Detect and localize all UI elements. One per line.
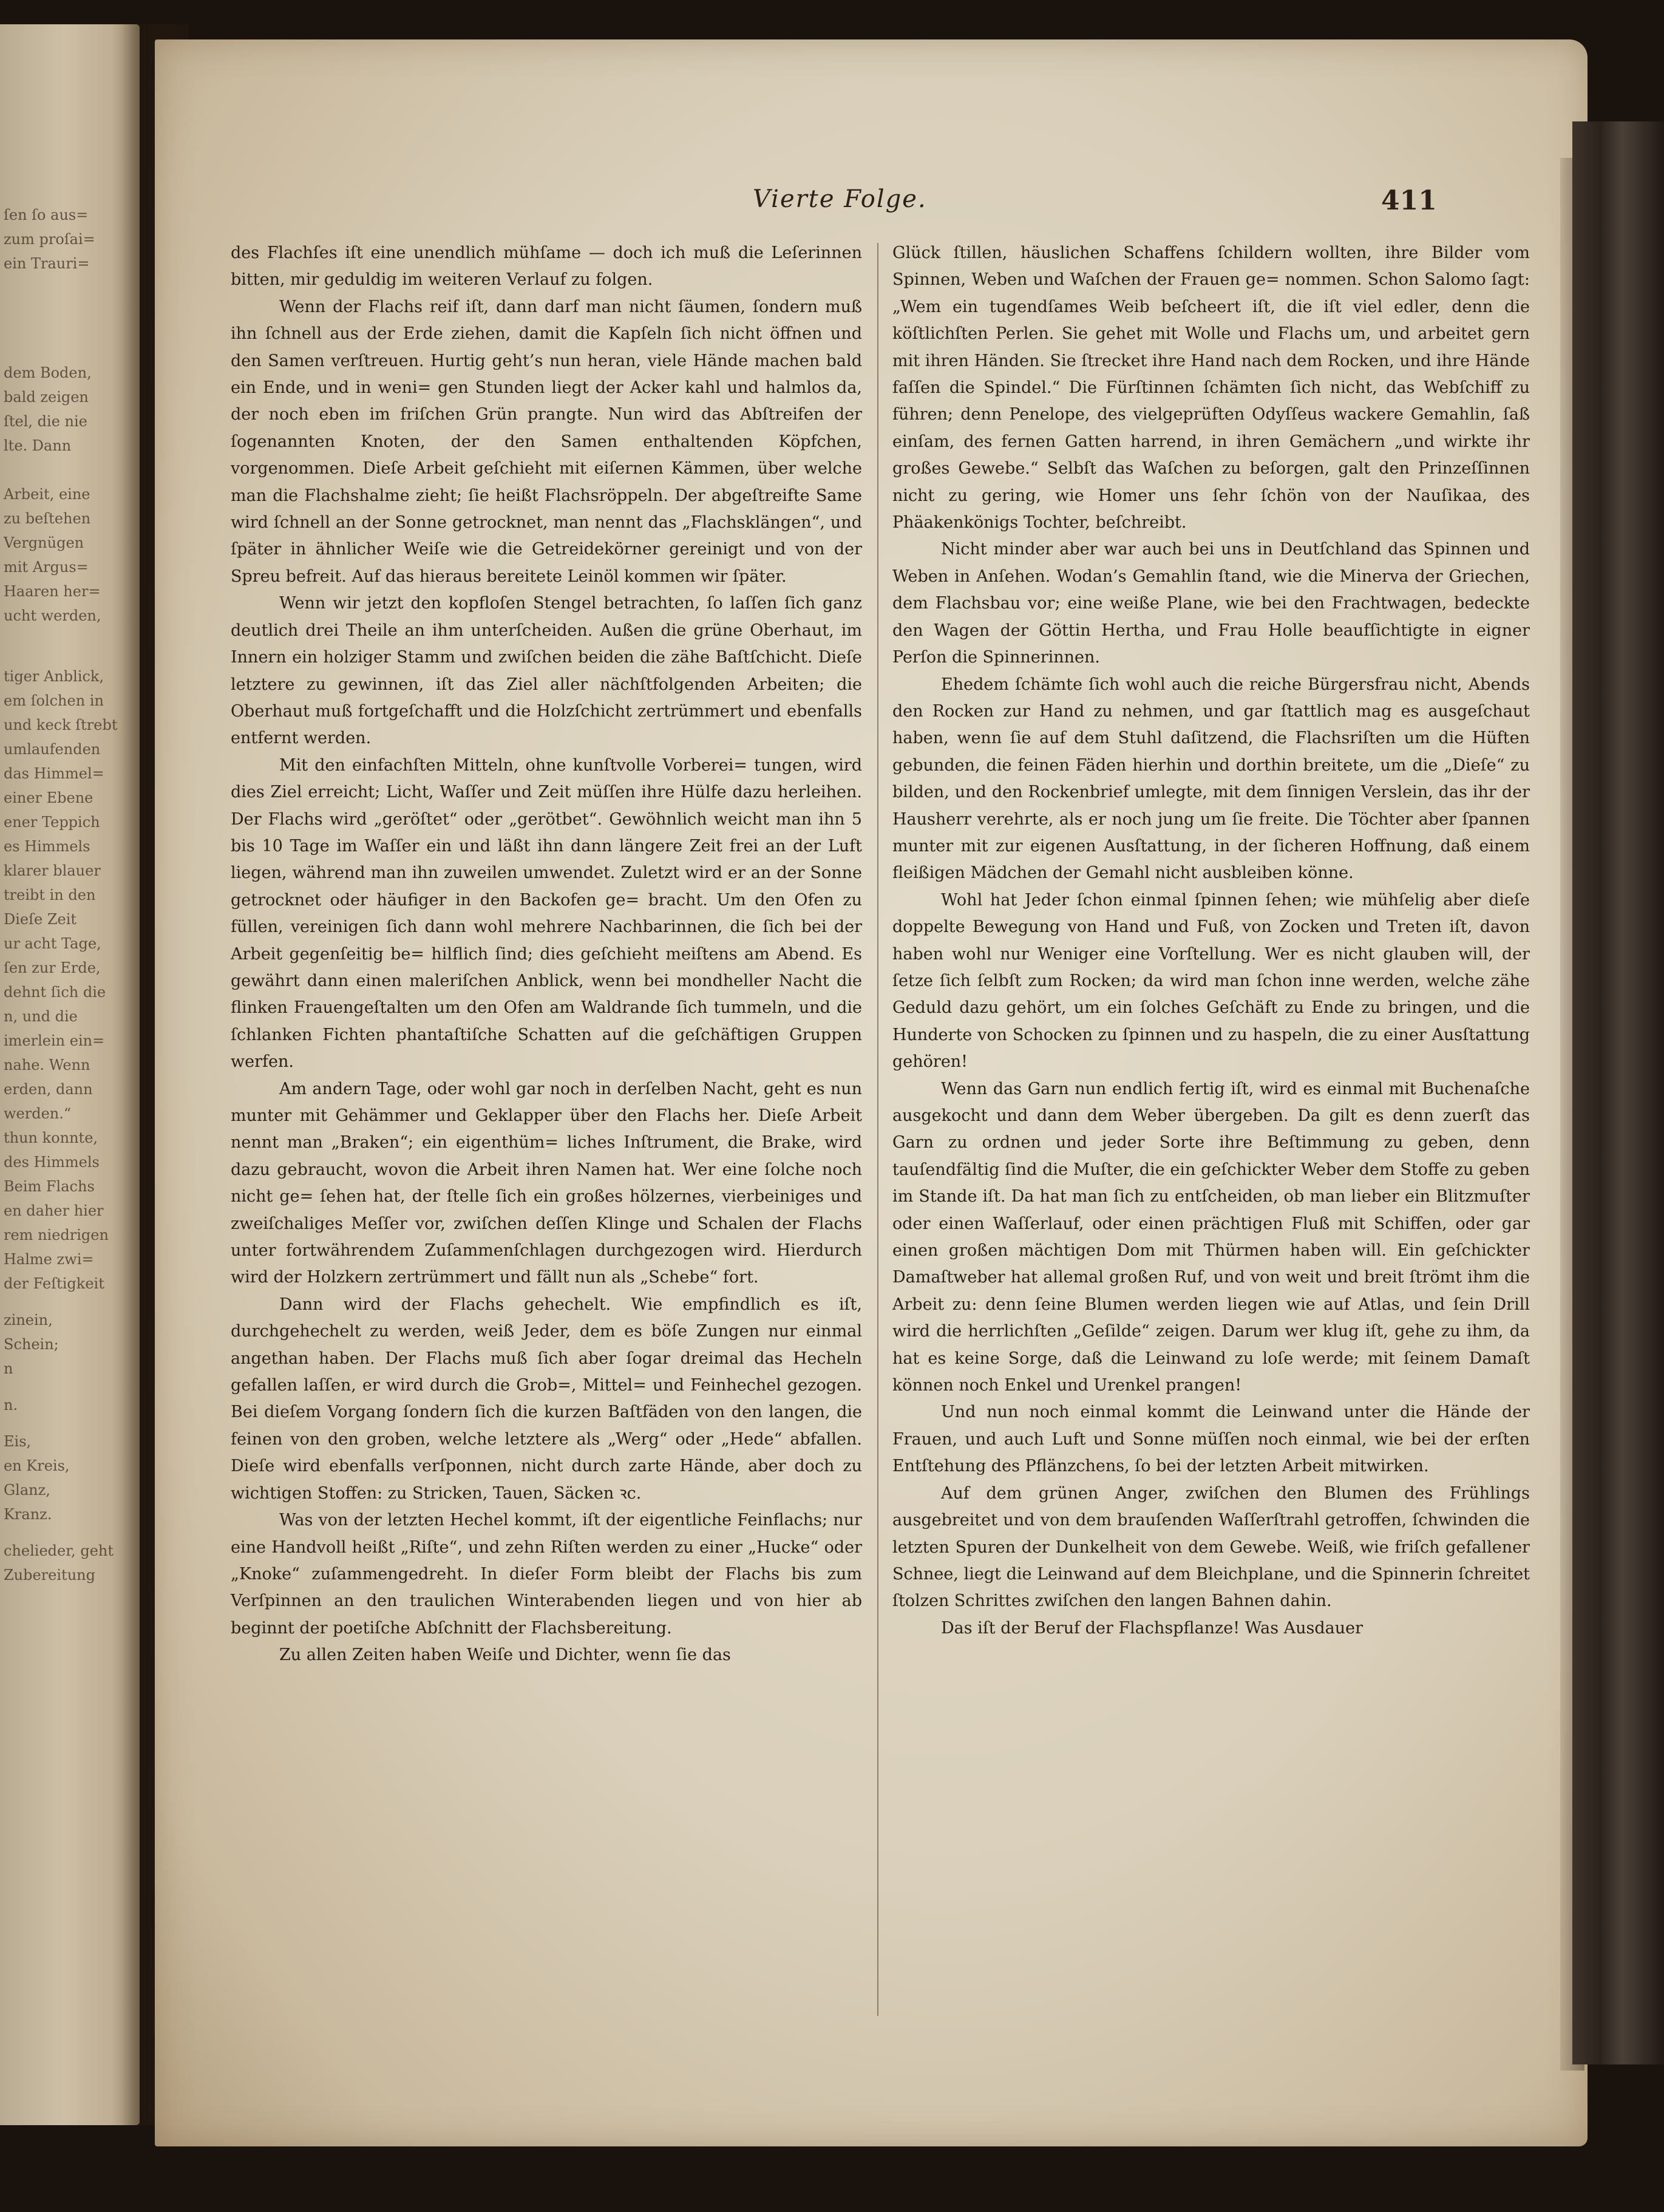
facing-page-text-fragment: zum proſai= xyxy=(4,231,95,248)
facing-page-text-fragment: treibt in den xyxy=(4,887,96,904)
facing-page-text-fragment: und keck ſtrebt xyxy=(4,716,118,733)
facing-page-text-fragment: klarer blauer xyxy=(4,862,101,879)
facing-page-text-fragment: erden, dann xyxy=(4,1081,93,1098)
facing-page-text-fragment: en Kreis, xyxy=(4,1457,70,1474)
paragraph: Glück ſtillen, häuslichen Schaffens ſchildern wollten, ihre Bilder vom Spinnen, Weben und Waſchen der Frauen ge= nommen. Schon Salomo ſagt: „Wem ein tugendſames Weib beſcheert iſt, die iſt viel edler, denn die köſtlichſten Perlen. Sie gehet mit Wolle und Flachs um, und arbeitet gern mit ihren Händen. Sie ſtrecket ihre Hand nach dem Rocken, und ihre Hände faſſen die Spindel.“ Die Fürſtinnen ſchämten ſich nicht, das Webſchiff zu führen; denn Penelope, des vielgeprüften Odyſſeus wackere Gemahlin, ſaß einſam, des fernen Gatten harrend, in ihren Gemächern „und wirkte ihr großes Gewebe.“ Selbſt das Waſchen zu beſorgen, galt den Prinzeſſinnen nicht zu gering, wie Homer uns ſehr ſchön von der Nauſikaa, des Phäakenkönigs Tochter, beſchreibt. xyxy=(892,243,1530,533)
facing-page-text-fragment: das Himmel= xyxy=(4,765,104,782)
text-column-left xyxy=(231,240,862,1669)
facing-page-text-fragment: bald zeigen xyxy=(4,389,89,406)
facing-page-text-fragment: Vergnügen xyxy=(4,534,84,551)
paragraph: Nicht minder aber war auch bei uns in Deutſchland das Spinnen und Weben in Anſehen. Wodan’s Gemahlin ſtand, wie die Minerva der Griechen, dem Flachsbau vor; eine weiße Plane, wie bei den Frachtwagen, bedeckte den Wagen der Göttin Hertha, und Frau Holle beaufſichtigte in eigner Perſon die Spinnerinnen. xyxy=(892,540,1530,667)
paragraph: Wenn wir jetzt den kopfloſen Stengel betrachten, ſo laſſen ſich ganz deutlich drei Theile an ihm unterſcheiden. Außen die grüne Oberhaut, im Innern ein holziger Stamm und zwiſchen beiden die zähe Baſtſchicht. Dieſe letztere zu gewinnen, iſt das Ziel aller nächſtfolgenden Arbeiten; die Oberhaut muß fortgeſchafft und die Holzſchicht zertrümmert und ebenfalls entfernt werden. xyxy=(231,594,862,748)
paragraph: Zu allen Zeiten haben Weiſe und Dichter, wenn ſie das xyxy=(279,1645,731,1665)
facing-page-text-fragment: em ſolchen in xyxy=(4,692,104,709)
running-head: Vierte Folge. xyxy=(753,185,927,213)
facing-page-text-fragment: Zubereitung xyxy=(4,1567,95,1584)
paragraph: Mit den einfachſten Mitteln, ohne kunſtvolle Vorberei= tungen, wird dies Ziel erreicht; Licht, Waſſer und Zeit müſſen ihre Hülfe dazu herleihen. Der Flachs wird „geröſtet“ oder „gerötbet“. Gewöhnlich weicht man ihn 5 bis 10 Tage im Waſſer ein und läßt ihn dann längere Zeit frei an der Luft liegen, während man ihn zuweilen umwendet. Zuletzt wird er an der Sonne getrocknet oder häufiger in den Backofen ge= bracht. Um den Ofen zu füllen, vereinigen ſich dann wohl mehrere Nachbarinnen, die ſich bei der Arbeit gegenſeitig be= hilflich ſind; dies geſchieht meiſtens am Abend. Es gewährt dann einen maleriſchen Anblick, wenn bei mondheller Nacht die flinken Frauengeſtalten um den Ofen am Waldrande ſich tummeln, und die ſchlanken Fichten phantaſtiſche Schatten auf die geſchäftigen Gruppen werfen. xyxy=(231,755,862,1072)
facing-page-text-fragment: ſen zur Erde, xyxy=(4,959,101,976)
facing-page-text-fragment: imerlein ein= xyxy=(4,1032,105,1049)
facing-page-text-fragment: n xyxy=(4,1360,13,1377)
facing-page-text-fragment: Schein; xyxy=(4,1336,59,1353)
page-number: 411 xyxy=(1381,185,1437,216)
facing-page-text-fragment: chelieder, geht xyxy=(4,1542,114,1559)
facing-page-text-fragment: der Feſtigkeit xyxy=(4,1275,104,1292)
facing-page-text-fragment: ſtel, die nie xyxy=(4,413,87,430)
facing-page-text-fragment: Halme zwi= xyxy=(4,1251,94,1268)
facing-page-text-fragment: lte. Dann xyxy=(4,437,72,454)
facing-page-text-fragment: thun konnte, xyxy=(4,1129,98,1146)
facing-page-text-fragment: Arbeit, eine xyxy=(4,486,90,503)
paragraph: Dann wird der Flachs gehechelt. Wie empfindlich es iſt, durchgehechelt zu werden, weiß Jeder, dem es böſe Zungen nur einmal angethan haben. Der Flachs muß ſich aber ſogar dreimal das Hecheln gefallen laſſen, er wird durch die Grob=, Mittel= und Feinhechel gezogen. Bei dieſem Vorgang ſondern ſich die kurzen Baſtfäden von den langen, die feinen von den groben, welche letztere als „Werg“ oder „Hede“ abfallen. Dieſe wird ebenfalls verſponnen, nicht durch zarte Hände, aber doch zu wichtigen Stoffen: zu Stricken, Tauen, Säcken ꝛc. xyxy=(231,1295,862,1503)
facing-page-text-fragment: mit Argus= xyxy=(4,559,89,576)
facing-page-text-fragment: Glanz, xyxy=(4,1482,50,1499)
facing-page-text-fragment: es Himmels xyxy=(4,838,90,855)
facing-page-text-fragment: tiger Anblick, xyxy=(4,668,104,685)
facing-page-text-fragment: Eis, xyxy=(4,1433,32,1450)
paragraph: Und nun noch einmal kommt die Leinwand unter die Hände der Frauen, und auch Luft und Sonne müſſen noch einmal, wie bei der erſten Entſtehung des Pflänzchens, ſo bei der letzten Arbeit mitwirken. xyxy=(892,1403,1530,1476)
facing-page-text-fragment: dehnt ſich die xyxy=(4,984,106,1001)
facing-page-text-fragment: Kranz. xyxy=(4,1506,52,1523)
facing-page-text-fragment: Haaren her= xyxy=(4,583,101,600)
paragraph: Auf dem grünen Anger, zwiſchen den Blumen des Frühlings ausgebreitet und von dem brauſenden Waſſerſtrahl getroffen, ſchwinden die letzten Spuren der Dunkelheit von dem Gewebe. Weiß, wie friſch gefallener Schnee, liegt die Leinwand auf dem Bleichplane, und die Spinnerin ſchreitet ſtolzen Schrittes zwiſchen den langen Bahnen dahin. xyxy=(892,1483,1530,1611)
paragraph: Am andern Tage, oder wohl gar noch in derſelben Nacht, geht es nun munter mit Gehämmer und Geklapper über den Flachs her. Dieſe Arbeit nennt man „Braken“; ein eigenthüm= liches Inſtrument, die Brake, wird dazu gebraucht, wovon die Arbeit ihren Namen hat. Wer eine ſolche noch nicht ge= ſehen hat, der ſtelle ſich ein großes hölzernes, vierbeiniges und zweiſchaliges Meſſer vor, zwiſchen deſſen Klinge und Schalen der Flachs unter fortwährendem Zuſammenſchlagen durchgezogen wird. Hierdurch wird der Holzkern zertrümmert und fällt nun als „Schebe“ fort. xyxy=(231,1079,862,1287)
facing-page-text-fragment: zinein, xyxy=(4,1312,53,1329)
facing-page-text-fragment: ener Teppich xyxy=(4,814,100,831)
facing-page-fragment xyxy=(0,24,140,2125)
facing-page-text-fragment: ein Trauri= xyxy=(4,255,90,272)
facing-page-text-fragment: zu beſtehen xyxy=(4,510,91,527)
facing-page-text-fragment: Beim Flachs xyxy=(4,1178,95,1195)
facing-page-text-fragment: n. xyxy=(4,1397,18,1414)
paragraph: Wenn der Flachs reif iſt, dann darf man nicht ſäumen, ſondern muß ihn ſchnell aus der Erde ziehen, damit die Kapſeln ſich nicht öffnen und den Samen verſtreuen. Hurtig geht’s nun heran, viele Hände machen bald ein Ende, und in weni= gen Stunden liegt der Acker kahl und halmlos da, der noch eben im friſchen Grün prangte. Nun wird das Abſtreifen der ſogenannten Knoten, der den Samen enthaltenden Köpfchen, vorgenommen. Dieſe Arbeit geſchieht mit eiſernen Kämmen, über welche man die Flachshalme zieht; ſie heißt Flachsröppeln. Der abgeſtreifte Same wird ſchnell an der Sonne getrocknet, man nennt das „Flachsklängen“, und ſpäter in ähnlicher Weiſe wie die Getreidekörner gereinigt und von der Spreu befreit. Auf das hieraus bereitete Leinöl kommen wir ſpäter. xyxy=(231,297,862,586)
paragraph: des Flachſes iſt eine unendlich mühſame — doch ich muß die Leſerinnen bitten, mir geduldig im weiteren Verlauf zu folgen. xyxy=(231,243,862,290)
facing-page-text-fragment: en daher hier xyxy=(4,1202,104,1219)
paragraph: Wohl hat Jeder ſchon einmal ſpinnen ſehen; wie mühſelig aber dieſe doppelte Bewegung von Hand und Fuß, von Zocken und Treten iſt, davon haben wohl nur Weniger eine Vorſtellung. Wer es nicht glauben will, der ſetze ſich ſelbſt zum Rocken; da wird man ſchon inne werden, welche zähe Geduld dazu gehört, um ein ſolches Geſchäft zu Ende zu bringen, und die Hunderte von Schocken zu ſpinnen und zu haspeln, die zu einer Ausſtattung gehören! xyxy=(892,890,1530,1072)
facing-page-text-fragment: einer Ebene xyxy=(4,789,93,806)
facing-page-text-fragment: Dieſe Zeit xyxy=(4,911,77,928)
paragraph: Was von der letzten Hechel kommt, iſt der eigentliche Feinflachs; nur eine Handvoll heißt „Riſte“, und zehn Riſten werden zu einer „Hucke“ oder „Knoke“ zuſammengedreht. In dieſer Form bleibt der Flachs bis zum Verſpinnen an den traulichen Winterabenden liegen und von hier ab beginnt der poetiſche Abſchnitt der Flachsbereitung. xyxy=(231,1511,862,1638)
facing-page-text-fragment: ucht werden, xyxy=(4,607,101,624)
facing-page-text-fragment: ſen ſo aus= xyxy=(4,206,89,223)
book-spine xyxy=(1572,121,1664,2064)
facing-page-text-fragment: rem niedrigen xyxy=(4,1227,109,1244)
paragraph: Ehedem ſchämte ſich wohl auch die reiche Bürgersfrau nicht, Abends den Rocken zur Hand zu nehmen, und gar ſtattlich mag es ausgeſchaut haben, wenn ſie auf dem Stuhl daſitzend, die Flachsriſten um die Hüften gebunden, die feinen Fäden hierhin und dorthin breitete, um die „Dieſe“ zu bilden, und den Rockenbrief umlegte, mit dem ſinnigen Verslein, das ihr der Hausherr verehrte, als er noch jung um ſie freite. Die Töchter aber ſpannen munter mit zur eigenen Ausſtattung, in der ſicheren Hoffnung, daß einem fleißigen Mädchen der Gemahl nicht ausbleiben könne. xyxy=(892,675,1530,883)
facing-page-text-fragment: des Himmels xyxy=(4,1154,100,1171)
paragraph: Wenn das Garn nun endlich fertig iſt, wird es einmal mit Buchenaſche ausgekocht und dann dem Weber übergeben. Da gilt es denn zuerſt das Garn zu ordnen und jeder Sorte ihre Beſtimmung zu geben, denn tauſendfältig ſind die Muſter, die ein geſchickter Weber dem Stoffe zu geben im Stande iſt. Da hat man ſich zu entſcheiden, ob man lieber ein Blitzmuſter oder einen Waſſerlauf, oder einen prächtigen Fluß mit Schiffen, oder gar einen großen mächtigen Dom mit Thürmen haben will. Ein geſchickter Damaſtweber hat allemal großen Ruf, und von weit und breit ſtrömt ihm die Arbeit zu: denn ſeine Blumen werden liegen wie auf Atlas, und ſein Drill wird die herrlichſten „Geſilde“ zeigen. Darum wer klug iſt, gehe zu ihm, da hat es keine Sorge, daß die Leinwand zu loſe werde; mit ſeinem Damaſt können noch Enkel und Urenkel prangen! xyxy=(892,1079,1530,1395)
facing-page-text-fragment: umlaufenden xyxy=(4,741,101,758)
text-column-right xyxy=(892,240,1530,1642)
facing-page-text-fragment: werden.“ xyxy=(4,1105,72,1122)
paragraph: Das iſt der Beruf der Flachspflanze! Was Ausdauer xyxy=(941,1618,1363,1638)
facing-page-text-fragment: nahe. Wenn xyxy=(4,1057,90,1074)
facing-page-text-fragment: ur acht Tage, xyxy=(4,935,101,952)
facing-page-text-fragment: dem Boden, xyxy=(4,364,92,381)
facing-page-text-fragment: n, und die xyxy=(4,1008,78,1025)
column-divider xyxy=(877,243,878,2016)
